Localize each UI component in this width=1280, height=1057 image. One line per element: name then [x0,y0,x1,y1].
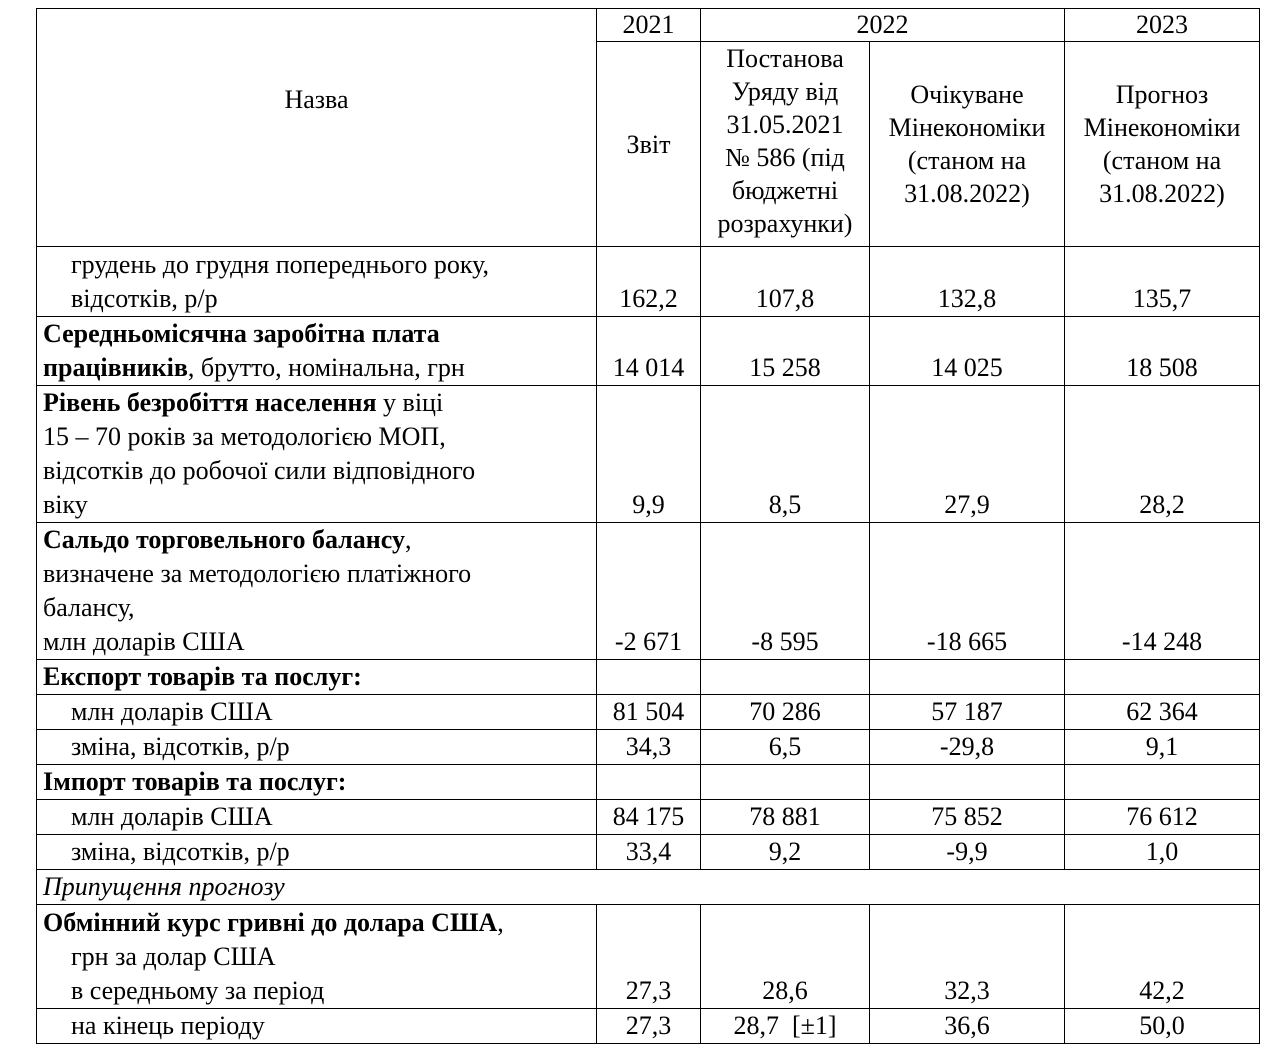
label-bold: Імпорт товарів та послуг: [43,767,347,796]
cell-empty [597,765,701,800]
cell-value: 32,3 [870,905,1065,1009]
label-bold: Середньомісячна заробітна плата [43,319,440,348]
cell-value: 9,9 [597,386,701,523]
cell-value: 75 852 [870,800,1065,835]
section-row [37,870,1260,905]
cell-value: 15 258 [701,317,870,386]
cell-value: 28,2 [1065,386,1260,523]
label-bold: Рівень безробіття населення [43,388,377,417]
row-label: зміна, відсотків, р/р [37,730,597,765]
table-row [37,386,1260,523]
cell-value: 6,5 [701,730,870,765]
col3-line: 31.08.2022) [904,179,1030,208]
col3-line: (станом на [907,146,1027,175]
cell-value: 28,7 [±1] [701,1009,870,1044]
cell-value: -2 671 [597,523,701,660]
label-line: балансу, [43,593,135,622]
cell-value: 33,4 [597,835,701,870]
row-label [37,247,597,317]
cell-value: -14 248 [1065,523,1260,660]
col4-line: (станом на [1102,146,1222,175]
forecast-table [36,8,1260,1044]
cell-value: 1,0 [1065,835,1260,870]
cell-value: 14 014 [597,317,701,386]
row-label [37,523,597,660]
label-text: , [497,908,504,937]
label-line: відсотків до робочої сили відповідного [43,456,476,485]
cell-value: 18 508 [1065,317,1260,386]
col2-line: № 586 (під [725,143,845,172]
cell-value: -29,8 [870,730,1065,765]
year-2021-header: 2021 [597,9,701,42]
cell-empty [1065,660,1260,695]
column-report-header: Звіт [597,42,701,247]
cell-value: 27,3 [597,1009,701,1044]
table-row [37,1009,1260,1044]
cell-empty [870,765,1065,800]
label-line: млн доларів США [43,627,245,656]
table-row [37,730,1260,765]
col2-line: 31.05.2021 [726,110,844,139]
cell-value: -8 595 [701,523,870,660]
row-label [37,765,597,800]
cell-value: 27,9 [870,386,1065,523]
table-row [37,800,1260,835]
label-line: в середньому за період [71,976,325,1005]
label-bold: працівників [43,353,188,382]
header-years-row [37,9,1260,42]
cell-value: 36,6 [870,1009,1065,1044]
name-column-header: Назва [37,9,597,247]
cell-value: 9,2 [701,835,870,870]
cell-value: 132,8 [870,247,1065,317]
label-text: , [404,525,412,554]
cell-value: 27,3 [597,905,701,1009]
row-label: млн доларів США [37,695,597,730]
label-line: віку [43,490,88,519]
table-row [37,695,1260,730]
cell-value: 57 187 [870,695,1065,730]
cell-value: -9,9 [870,835,1065,870]
cell-value: 9,1 [1065,730,1260,765]
cell-value: 78 881 [701,800,870,835]
table-row [37,835,1260,870]
cell-value: 76 612 [1065,800,1260,835]
column-forecast-header [1065,42,1260,247]
col3-line: Очікуване [910,80,1024,109]
label-line: грудень до грудня попереднього року, [71,250,489,279]
cell-empty [1065,765,1260,800]
year-2023-header: 2023 [1065,9,1260,42]
row-label [37,317,597,386]
cell-empty [870,660,1065,695]
col4-line: 31.08.2022) [1099,179,1225,208]
column-expected-header [870,42,1065,247]
cell-empty [701,660,870,695]
col4-line: Мінекономіки [1083,113,1241,142]
table-row [37,765,1260,800]
cell-value: 62 364 [1065,695,1260,730]
cell-value: 8,5 [701,386,870,523]
label-line: 15 – 70 років за методологією МОП, [43,422,446,451]
table-row [37,523,1260,660]
col2-line: бюджетні [731,176,839,205]
row-label: зміна, відсотків, р/р [37,835,597,870]
row-label: на кінець періоду [37,1009,597,1044]
cell-value: 81 504 [597,695,701,730]
cell-empty [701,765,870,800]
table-row [37,660,1260,695]
cell-value: 107,8 [701,247,870,317]
row-label [37,905,597,1009]
col2-line: Постанова [726,44,844,73]
year-2022-header: 2022 [701,9,1065,42]
col4-line: Прогноз [1115,80,1209,109]
table-row [37,905,1260,1009]
section-title-assumptions: Припущення прогнозу [37,870,1260,905]
cell-value: 14 025 [870,317,1065,386]
label-line: відсотків, р/р [71,284,218,313]
cell-value: 34,3 [597,730,701,765]
cell-value: 84 175 [597,800,701,835]
cell-value: 135,7 [1065,247,1260,317]
row-label: млн доларів США [37,800,597,835]
col2-line: розрахунки) [717,209,853,238]
cell-value: -18 665 [870,523,1065,660]
column-gov-resolution-header [701,42,870,247]
col2-line: Уряду від [731,77,839,106]
table-row [37,247,1260,317]
label-line: визначене за методологією платіжного [43,559,472,588]
label-bold: Експорт товарів та послуг: [43,662,362,691]
label-text: у віці [376,388,444,417]
col3-line: Мінекономіки [888,113,1046,142]
row-label [37,386,597,523]
label-text: , брутто, номінальна, грн [187,353,465,382]
row-label [37,660,597,695]
label-bold: Сальдо торговельного балансу [43,525,405,554]
cell-value: 28,6 [701,905,870,1009]
label-line: грн за долар США [71,942,276,971]
cell-value: 162,2 [597,247,701,317]
cell-value: 70 286 [701,695,870,730]
cell-value: 42,2 [1065,905,1260,1009]
label-bold: Обмінний курс гривні до долара США [43,908,498,937]
cell-value: 50,0 [1065,1009,1260,1044]
cell-empty [597,660,701,695]
table-row [37,317,1260,386]
